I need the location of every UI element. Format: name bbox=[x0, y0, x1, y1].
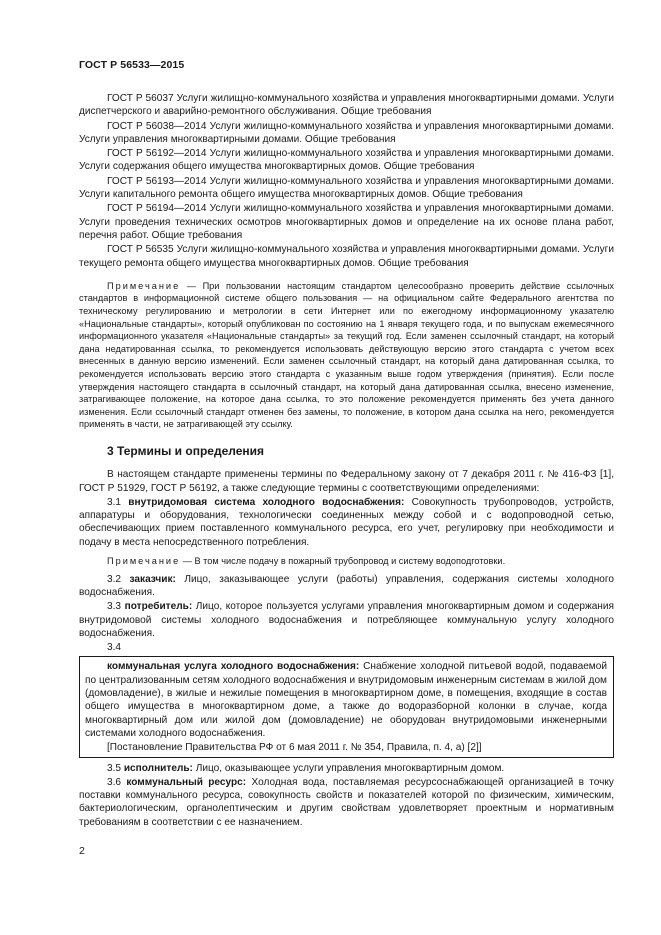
section-title: 3 Термины и определения bbox=[107, 443, 265, 458]
term-name: коммунальная услуга холодного водоснабжения: bbox=[107, 661, 360, 673]
note-text: — В том числе подачу в пожарный трубопровод и систему водоподготовки. bbox=[180, 556, 506, 567]
term-definition: Лицо, которое пользуется услугами управления многоквартирным домом и содержания внутридомовой системы холодного водоснабжения и потребляющее коммунальную услугу холодного водоснабжения. bbox=[79, 601, 614, 639]
term-definition: Холодная вода, поставляемая ресурсоснабжающей организацией в точку поставки коммунального ресурса, совокупность свойств и показателей которой по физическим, химическим, бактериологическим, органолептическим и другим свойствам удовлетворяет проектным и нормативным требованиям в соответствии с ее назначением. bbox=[79, 776, 614, 828]
note-text: — При пользовании настоящим стандартом целесообразно проверить действие ссылочных стандартов в информационной системе общего пользования — на официальном сайте Федерального агентства по техническому регулированию и метрологии в сети Интернет или по ежегодному информационному указателю «Национальные стандарты», который опубликован по состоянию на 1 января текущего года, и по выпускам ежемесячного информационного указателя «Национальные стандарты» за текущий год. Если заменен ссылочный стандарт, на который дана недатированная ссылка, то рекомендуется использовать действующую версию этого стандарта с учетом всех внесенных в данную версию изменений. Если заменен ссылочный стандарт, на который дана датированная ссылка, то рекомендуется использовать версию этого стандарта с указанным выше годом утверждения (принятия). Если после утверждения настоящего стандарта в ссылочный стандарт, на который дана датированная ссылка, внесено изменение, затрагивающее положение, на которое дана ссылка, то это положение рекомендуется применять без учета данного изменения. Если ссылочный стандарт отменен без замены, то положение, в котором дана ссылка на него, рекомендуется применять в части, не затрагивающей эту ссылку. bbox=[79, 280, 614, 430]
term-definition: Совокупность трубопроводов, устройств, аппаратуры и оборудования, технологически соединенных между собой и с водопроводной сетью, обеспечивающих прием поставленного коммунального ресурса, его учет, регулировку при необходимости и подачу в места непосредственного потребления. bbox=[79, 496, 614, 548]
page-number: 2 bbox=[79, 845, 85, 857]
reference-item: ГОСТ Р 56192—2014 Услуги жилищно-коммунального хозяйства и управления многоквартирными домами. Услуги содержания общего имущества многоквартирных домов. Общие требования bbox=[79, 148, 614, 173]
term-3-4 bbox=[85, 660, 607, 740]
term-definition: Лицо, заказывающее услуги (работы) управления, содержания системы холодного водоснабжения. bbox=[79, 573, 614, 598]
references-note bbox=[79, 280, 614, 431]
term-source: [Постановление Правительства РФ от 6 мая 2011 г. № 354, Правила, п. 4, а) [2]] bbox=[107, 742, 482, 754]
term-3-2 bbox=[79, 573, 614, 600]
term-name: внутридомовая система холодного водоснабжения: bbox=[128, 496, 405, 508]
reference-item: ГОСТ Р 56193—2014 Услуги жилищно-коммунального хозяйства и управления многоквартирными домами. Услуги капитального ремонта общего имущества многоквартирных домов. Общие требования bbox=[79, 175, 614, 201]
reference-item: ГОСТ Р 56535 Услуги жилищно-коммунального хозяйства и управления многоквартирными домами. Услуги текущего ремонта общего имущества многоквартирных домов. Общие требования bbox=[79, 244, 614, 269]
term-name: потребитель: bbox=[124, 601, 193, 613]
reference-item: ГОСТ Р 56038—2014 Услуги жилищно-коммунального хозяйства и управления многоквартирными домами. Услуги управления многоквартирными домами. Общие требования bbox=[79, 120, 614, 145]
note-label: Примечание bbox=[107, 280, 181, 291]
term-3-4-box bbox=[79, 656, 614, 757]
term-number: 3.2 bbox=[107, 573, 130, 585]
term-note bbox=[79, 555, 614, 568]
term-name: исполнитель: bbox=[123, 762, 193, 774]
term-definition: Лицо, оказывающее услуги управления многоквартирным домом. bbox=[192, 762, 505, 774]
term-3-6 bbox=[79, 776, 614, 829]
reference-item: ГОСТ Р 56037 Услуги жилищно-коммунального хозяйства и управления многоквартирными домами. Услуги диспетчерского и аварийно-ремонтного обслуживания. Общие требования bbox=[79, 93, 614, 118]
term-definition: Снабжение холодной питьевой водой, подаваемой по централизованным сетям холодного водоснабжения и внутридомовым инженерным системам в жилой дом (домовладение), в жилые и нежилые помещения в многоквартирном доме, в помещения, входящие в состав общего имущества в многоквартирном доме, а также до водоразборной колонки в случае, когда многоквартирный дом или жилой дом (домовладение) не оборудован внутридомовыми инженерными системами холодного водоснабжения. bbox=[85, 661, 608, 739]
term-3-5 bbox=[79, 762, 614, 775]
term-3-1 bbox=[79, 496, 614, 549]
section-intro: В настоящем стандарте применены термины по Федеральному закону от 7 декабря 2011 г. № 416-ФЗ [1], ГОСТ Р 51929, ГОСТ Р 56192, а также следующие термины с соответствующими определениями: bbox=[79, 469, 614, 494]
term-number: 3.6 bbox=[107, 776, 127, 788]
document-header: ГОСТ Р 56533—2015 bbox=[79, 59, 185, 71]
term-number: 3.5 bbox=[107, 762, 124, 774]
note-label: Примечание bbox=[107, 556, 181, 567]
document-body bbox=[79, 92, 614, 830]
term-number: 3.3 bbox=[107, 601, 125, 613]
reference-item: ГОСТ Р 56194—2014 Услуги жилищно-коммунального хозяйства и управления многоквартирными домами. Услуги проведения технических осмотров многоквартирных домов и определение на их основе плана работ, перечня работ. Общие требования bbox=[79, 203, 614, 241]
term-name: коммунальный ресурс: bbox=[126, 776, 247, 788]
term-3-3 bbox=[79, 600, 614, 640]
term-number: 3.1 bbox=[107, 496, 129, 508]
term-number: 3.4 bbox=[107, 642, 122, 654]
term-name: заказчик: bbox=[129, 573, 176, 585]
